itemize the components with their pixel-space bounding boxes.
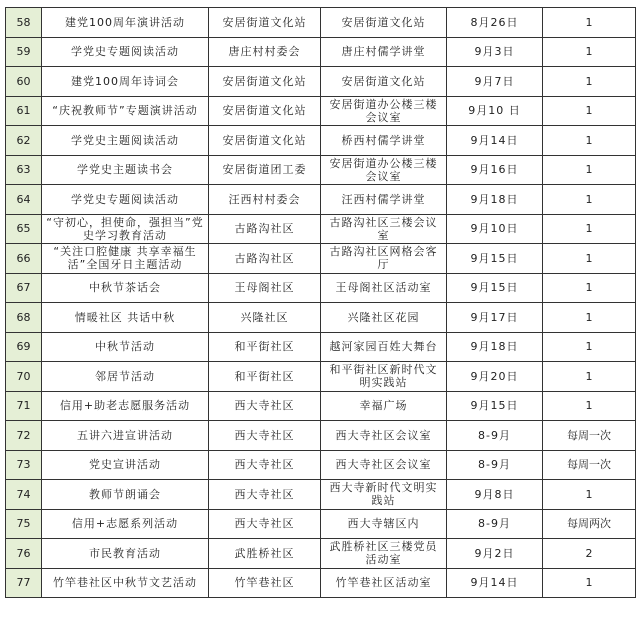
table-row (6, 37, 636, 67)
activity-name-cell: 信用+志愿系列活动 (42, 509, 209, 539)
activity-name-cell: 学党史主题读书会 (42, 155, 209, 185)
table-row (6, 67, 636, 97)
table-row (6, 391, 636, 421)
venue-cell: 古路沟社区网格会客厅 (321, 244, 447, 274)
organizer-cell: 竹竿巷社区 (209, 568, 321, 598)
count-cell: 1 (543, 96, 636, 126)
activity-name-cell: “关注口腔健康 共享幸福生活”全国牙日主题活动 (42, 244, 209, 274)
count-cell: 2 (543, 539, 636, 569)
organizer-cell: 唐庄村村委会 (209, 37, 321, 67)
date-cell: 9月10 日 (447, 96, 543, 126)
venue-cell: 桥西村儒学讲堂 (321, 126, 447, 156)
row-number-cell: 67 (6, 273, 42, 303)
count-cell: 1 (543, 126, 636, 156)
count-cell: 1 (543, 273, 636, 303)
row-number-cell: 59 (6, 37, 42, 67)
row-number-cell: 75 (6, 509, 42, 539)
organizer-cell: 安居街道文化站 (209, 126, 321, 156)
date-cell: 9月15日 (447, 273, 543, 303)
row-number-cell: 64 (6, 185, 42, 215)
activity-name-cell: 市民教育活动 (42, 539, 209, 569)
activity-name-cell: 学党史专题阅读活动 (42, 37, 209, 67)
venue-cell: 安居街道文化站 (321, 8, 447, 38)
organizer-cell: 西大寺社区 (209, 450, 321, 480)
venue-cell: 越河家园百姓大舞台 (321, 332, 447, 362)
organizer-cell: 西大寺社区 (209, 480, 321, 510)
activity-name-cell: 五讲六进宣讲活动 (42, 421, 209, 451)
row-number-cell: 58 (6, 8, 42, 38)
organizer-cell: 王母阁社区 (209, 273, 321, 303)
row-number-cell: 70 (6, 362, 42, 392)
organizer-cell: 古路沟社区 (209, 244, 321, 274)
table-row (6, 539, 636, 569)
date-cell: 9月8日 (447, 480, 543, 510)
venue-cell: 西大寺新时代文明实践站 (321, 480, 447, 510)
date-cell: 9月3日 (447, 37, 543, 67)
count-cell: 每周两次 (543, 509, 636, 539)
row-number-cell: 66 (6, 244, 42, 274)
count-cell: 1 (543, 568, 636, 598)
count-cell: 1 (543, 362, 636, 392)
date-cell: 8-9月 (447, 450, 543, 480)
table-row (6, 480, 636, 510)
organizer-cell: 安居街道文化站 (209, 96, 321, 126)
table-row (6, 303, 636, 333)
date-cell: 9月20日 (447, 362, 543, 392)
venue-cell: 幸福广场 (321, 391, 447, 421)
row-number-cell: 61 (6, 96, 42, 126)
count-cell: 1 (543, 244, 636, 274)
table-row (6, 185, 636, 215)
activity-name-cell: 竹竿巷社区中秋节文艺活动 (42, 568, 209, 598)
activity-name-cell: 党史宣讲活动 (42, 450, 209, 480)
organizer-cell: 兴隆社区 (209, 303, 321, 333)
date-cell: 8-9月 (447, 421, 543, 451)
date-cell: 9月14日 (447, 126, 543, 156)
activity-name-cell: “庆祝教师节”专题演讲活动 (42, 96, 209, 126)
row-number-cell: 69 (6, 332, 42, 362)
count-cell: 每周一次 (543, 421, 636, 451)
row-number-cell: 63 (6, 155, 42, 185)
row-number-cell: 62 (6, 126, 42, 156)
count-cell: 1 (543, 480, 636, 510)
count-cell: 1 (543, 391, 636, 421)
table-row (6, 244, 636, 274)
venue-cell: 西大寺辖区内 (321, 509, 447, 539)
activity-table (5, 7, 636, 598)
venue-cell: 武胜桥社区三楼党员活动室 (321, 539, 447, 569)
row-number-cell: 68 (6, 303, 42, 333)
table-row (6, 155, 636, 185)
count-cell: 1 (543, 214, 636, 244)
count-cell: 1 (543, 8, 636, 38)
organizer-cell: 古路沟社区 (209, 214, 321, 244)
organizer-cell: 安居街道团工委 (209, 155, 321, 185)
date-cell: 9月10日 (447, 214, 543, 244)
organizer-cell: 汪西村村委会 (209, 185, 321, 215)
date-cell: 9月17日 (447, 303, 543, 333)
activity-name-cell: 情暖社区 共话中秋 (42, 303, 209, 333)
venue-cell: 西大寺社区会议室 (321, 421, 447, 451)
row-number-cell: 77 (6, 568, 42, 598)
table-row (6, 8, 636, 38)
activity-name-cell: 学党史专题阅读活动 (42, 185, 209, 215)
table-body (6, 8, 636, 598)
count-cell: 1 (543, 332, 636, 362)
venue-cell: 竹竿巷社区活动室 (321, 568, 447, 598)
table-row (6, 96, 636, 126)
count-cell: 1 (543, 37, 636, 67)
organizer-cell: 西大寺社区 (209, 391, 321, 421)
organizer-cell: 和平街社区 (209, 332, 321, 362)
venue-cell: 汪西村儒学讲堂 (321, 185, 447, 215)
row-number-cell: 76 (6, 539, 42, 569)
table-row (6, 332, 636, 362)
count-cell: 1 (543, 303, 636, 333)
venue-cell: 安居街道办公楼三楼会议室 (321, 155, 447, 185)
date-cell: 9月16日 (447, 155, 543, 185)
row-number-cell: 74 (6, 480, 42, 510)
date-cell: 8月26日 (447, 8, 543, 38)
row-number-cell: 71 (6, 391, 42, 421)
table-row (6, 126, 636, 156)
organizer-cell: 西大寺社区 (209, 421, 321, 451)
venue-cell: 和平街社区新时代文明实践站 (321, 362, 447, 392)
row-number-cell: 73 (6, 450, 42, 480)
activity-name-cell: 信用+助老志愿服务活动 (42, 391, 209, 421)
date-cell: 9月18日 (447, 185, 543, 215)
venue-cell: 兴隆社区花园 (321, 303, 447, 333)
activity-name-cell: 邻居节活动 (42, 362, 209, 392)
venue-cell: 唐庄村儒学讲堂 (321, 37, 447, 67)
table-row (6, 362, 636, 392)
table-row (6, 509, 636, 539)
venue-cell: 安居街道办公楼三楼会议室 (321, 96, 447, 126)
date-cell: 8-9月 (447, 509, 543, 539)
table-row (6, 273, 636, 303)
date-cell: 9月14日 (447, 568, 543, 598)
activity-name-cell: 教师节朗诵会 (42, 480, 209, 510)
table-row (6, 421, 636, 451)
date-cell: 9月18日 (447, 332, 543, 362)
activity-name-cell: 学党史主题阅读活动 (42, 126, 209, 156)
count-cell: 1 (543, 155, 636, 185)
date-cell: 9月2日 (447, 539, 543, 569)
venue-cell: 西大寺社区会议室 (321, 450, 447, 480)
organizer-cell: 安居街道文化站 (209, 67, 321, 97)
organizer-cell: 安居街道文化站 (209, 8, 321, 38)
date-cell: 9月15日 (447, 391, 543, 421)
activity-name-cell: “守初心，担使命，强担当”党史学习教育活动 (42, 214, 209, 244)
organizer-cell: 和平街社区 (209, 362, 321, 392)
row-number-cell: 60 (6, 67, 42, 97)
organizer-cell: 西大寺社区 (209, 509, 321, 539)
count-cell: 1 (543, 185, 636, 215)
row-number-cell: 65 (6, 214, 42, 244)
table-row (6, 450, 636, 480)
activity-name-cell: 建党100周年演讲活动 (42, 8, 209, 38)
venue-cell: 安居街道文化站 (321, 67, 447, 97)
table-row (6, 568, 636, 598)
organizer-cell: 武胜桥社区 (209, 539, 321, 569)
date-cell: 9月15日 (447, 244, 543, 274)
count-cell: 每周一次 (543, 450, 636, 480)
table-row (6, 214, 636, 244)
activity-name-cell: 中秋节茶话会 (42, 273, 209, 303)
date-cell: 9月7日 (447, 67, 543, 97)
row-number-cell: 72 (6, 421, 42, 451)
activity-name-cell: 中秋节活动 (42, 332, 209, 362)
venue-cell: 王母阁社区活动室 (321, 273, 447, 303)
count-cell: 1 (543, 67, 636, 97)
activity-name-cell: 建党100周年诗词会 (42, 67, 209, 97)
venue-cell: 古路沟社区三楼会议室 (321, 214, 447, 244)
